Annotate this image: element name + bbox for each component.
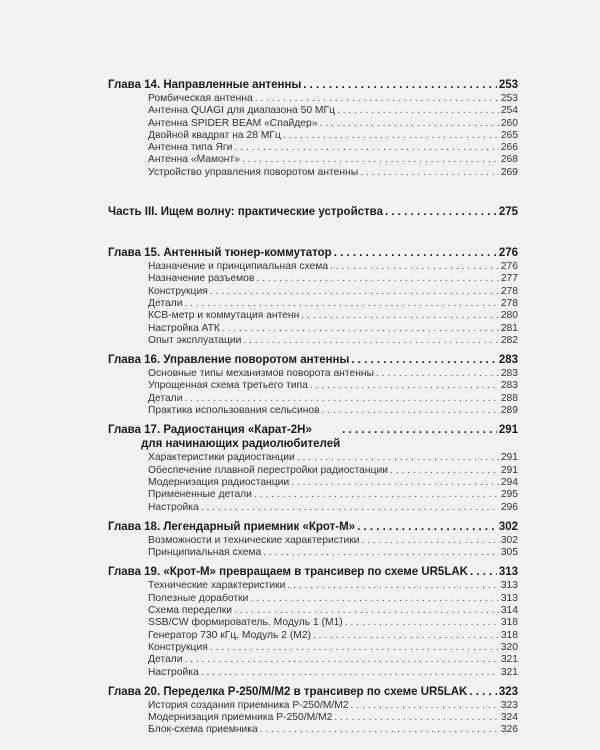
toc-entry[interactable] bbox=[108, 273, 518, 285]
dot-leader bbox=[250, 593, 498, 605]
toc-title: Конструкция bbox=[148, 641, 208, 653]
toc-chapter[interactable] bbox=[108, 519, 518, 535]
dot-leader bbox=[255, 93, 499, 105]
toc-entry[interactable] bbox=[108, 130, 518, 142]
toc-part[interactable] bbox=[108, 204, 518, 220]
toc-entry[interactable] bbox=[108, 535, 518, 547]
toc-title: Настройка АТК bbox=[148, 322, 220, 334]
dot-leader bbox=[357, 519, 497, 535]
toc-title: Антенна SPIDER BEAM «Спайдер» bbox=[148, 117, 318, 129]
toc-page-number: 276 bbox=[498, 247, 518, 260]
toc-title-line1: Глава 17. Радиостанция «Карат-2Н» bbox=[108, 424, 312, 437]
dot-leader bbox=[469, 684, 496, 700]
dot-leader bbox=[342, 422, 497, 438]
toc-title: Технические характеристики bbox=[148, 580, 286, 592]
toc-entry[interactable] bbox=[108, 380, 518, 392]
toc-entry[interactable] bbox=[108, 502, 518, 514]
toc-entry[interactable] bbox=[108, 452, 518, 464]
toc-entry[interactable] bbox=[108, 118, 518, 130]
toc-title: Антенна QUAGI для диапазона 50 МГц bbox=[148, 105, 335, 117]
dot-leader bbox=[360, 167, 499, 179]
dot-leader bbox=[260, 724, 499, 736]
toc-title: Часть III. Ищем волну: практические устройства bbox=[108, 206, 383, 219]
toc-page-number: 302 bbox=[500, 534, 518, 546]
toc-entry[interactable] bbox=[108, 167, 518, 179]
dot-leader bbox=[390, 465, 499, 477]
toc-title: Примененные детали bbox=[148, 489, 252, 501]
toc-page-number: 265 bbox=[500, 129, 518, 141]
toc-title bbox=[108, 423, 340, 451]
toc-page-number: 288 bbox=[500, 392, 518, 404]
toc-entry[interactable] bbox=[108, 335, 518, 347]
dot-leader bbox=[303, 77, 497, 93]
dot-leader bbox=[320, 118, 499, 130]
dot-leader bbox=[210, 286, 499, 298]
toc-page-number: 314 bbox=[500, 605, 518, 617]
dot-leader bbox=[313, 630, 499, 642]
dot-leader bbox=[201, 502, 499, 514]
toc-title: Глава 16. Управление поворотом антенны bbox=[108, 354, 350, 367]
toc-title: Ромбическая антенна bbox=[148, 93, 253, 104]
toc-title: Назначение и принципиальная схема bbox=[148, 261, 329, 273]
toc-page-number: 280 bbox=[500, 310, 518, 322]
dot-leader bbox=[376, 368, 499, 380]
toc-entry[interactable] bbox=[108, 667, 518, 679]
toc-entry[interactable] bbox=[108, 393, 518, 405]
toc-page-number: 281 bbox=[500, 322, 518, 334]
toc-title-line2: для начинающих радиолюбителей bbox=[141, 438, 341, 451]
toc-page-number: 283 bbox=[498, 354, 518, 367]
toc-title: Характеристики радиостанции bbox=[148, 452, 295, 464]
dot-leader bbox=[234, 142, 498, 154]
dot-leader bbox=[470, 564, 497, 580]
toc-page-number: 313 bbox=[500, 592, 518, 604]
dot-leader bbox=[330, 261, 499, 273]
toc-entry[interactable] bbox=[108, 261, 518, 273]
toc-page-number: 321 bbox=[500, 666, 518, 678]
dot-leader bbox=[184, 393, 498, 405]
toc-title: Модернизация приемника Р-250/М/М2 bbox=[148, 712, 333, 724]
toc-entry[interactable] bbox=[108, 593, 518, 605]
toc-title: Упрощенная схема третьего типа bbox=[148, 380, 308, 392]
toc-chapter[interactable] bbox=[108, 684, 518, 700]
toc-page-number: 269 bbox=[500, 166, 518, 178]
toc-entry[interactable] bbox=[108, 368, 518, 380]
dot-leader bbox=[201, 667, 499, 679]
toc-page-number: 283 bbox=[500, 368, 518, 380]
toc-title: SSB/CW формирователь. Модуль 1 (M1) bbox=[148, 617, 343, 629]
toc-entry[interactable] bbox=[108, 105, 518, 117]
toc-entry[interactable] bbox=[108, 654, 518, 666]
toc-page-number: 278 bbox=[500, 285, 518, 297]
toc-title: Глава 20. Переделка Р-250/М/М2 в трансивер по схеме UR5LAK bbox=[108, 685, 468, 698]
toc-entry[interactable] bbox=[108, 154, 518, 166]
toc-entry[interactable] bbox=[108, 700, 518, 712]
dot-leader bbox=[184, 298, 498, 310]
dot-leader bbox=[291, 477, 499, 489]
toc-entry[interactable] bbox=[108, 93, 518, 105]
toc-page-number: 296 bbox=[500, 501, 518, 513]
toc-title: Двойной квадрат на 28 МГц bbox=[148, 129, 281, 141]
toc-entry[interactable] bbox=[108, 286, 518, 298]
toc-title: Обеспечение плавной перестройки радиостанции bbox=[148, 464, 388, 476]
dot-leader bbox=[243, 335, 498, 347]
toc-entry[interactable] bbox=[108, 617, 518, 629]
dot-leader bbox=[210, 642, 499, 654]
toc-chapter[interactable] bbox=[108, 77, 518, 93]
dot-leader bbox=[334, 712, 498, 724]
toc-entry[interactable] bbox=[108, 642, 518, 654]
dot-leader bbox=[234, 605, 499, 617]
dot-leader bbox=[222, 323, 499, 335]
toc-entry[interactable] bbox=[108, 298, 518, 310]
toc-entry[interactable] bbox=[108, 580, 518, 592]
toc-page-number: 275 bbox=[498, 206, 518, 219]
toc-page-number: 318 bbox=[500, 617, 518, 629]
toc-chapter[interactable] bbox=[108, 422, 518, 452]
toc-page-number: 295 bbox=[500, 489, 518, 501]
toc-page-number: 253 bbox=[498, 79, 518, 91]
toc-page-number: 289 bbox=[500, 405, 518, 417]
toc-page-number: 277 bbox=[500, 273, 518, 285]
toc-page-number: 291 bbox=[500, 452, 518, 464]
toc-page-number: 326 bbox=[500, 724, 518, 736]
toc-title: Антенна «Мамонт» bbox=[148, 154, 240, 166]
toc-title: История создания приемника Р-250/М/М2 bbox=[148, 699, 349, 711]
toc-page-number: 266 bbox=[500, 142, 518, 154]
toc-entry[interactable] bbox=[108, 323, 518, 335]
toc-title: Схема переделки bbox=[148, 605, 233, 617]
toc-title: Глава 19. «Крот-М» превращаем в трансивер по схеме UR5LAK bbox=[108, 566, 468, 579]
toc-page-number: 294 bbox=[500, 476, 518, 488]
toc-page-number: 323 bbox=[498, 685, 518, 698]
toc-title: Опыт эксплуатации bbox=[148, 334, 242, 346]
toc-page-number: 318 bbox=[500, 629, 518, 641]
toc-entry[interactable] bbox=[108, 142, 518, 154]
toc-title: Основные типы механизмов поворота антенны bbox=[148, 368, 374, 380]
toc-title: Возможности и технические характеристики bbox=[148, 534, 360, 546]
toc-title: Настройка bbox=[148, 666, 199, 678]
toc-title: Глава 14. Направленные антенны bbox=[108, 79, 302, 91]
dot-leader bbox=[345, 617, 499, 629]
toc-page-number: 268 bbox=[500, 154, 518, 166]
toc-title: КСВ-метр и коммутация антенн bbox=[148, 310, 300, 322]
toc-title: Модернизация радиостанции bbox=[148, 476, 290, 488]
toc-title: Практика использования сельсинов bbox=[148, 405, 320, 417]
toc-page-number: 302 bbox=[498, 520, 518, 533]
dot-leader bbox=[334, 245, 497, 261]
toc-page-number: 323 bbox=[500, 699, 518, 711]
section-gap bbox=[108, 179, 518, 204]
dot-leader bbox=[362, 535, 499, 547]
toc-page-number: 313 bbox=[498, 566, 518, 579]
toc-page-number: 291 bbox=[500, 464, 518, 476]
toc-page-number: 324 bbox=[500, 712, 518, 724]
toc-title: Блок-схема приемника bbox=[148, 724, 258, 736]
toc-page-number: 320 bbox=[500, 641, 518, 653]
dot-leader bbox=[310, 380, 499, 392]
toc-title: Антенна типа Яги bbox=[148, 142, 233, 154]
toc-title: Принципиальная схема bbox=[148, 547, 262, 559]
toc-title: Детали bbox=[148, 654, 183, 666]
dot-leader bbox=[263, 547, 499, 559]
dot-leader bbox=[322, 405, 499, 417]
toc-chapter[interactable] bbox=[108, 564, 518, 580]
toc-title: Генератор 730 кГц. Модуль 2 (M2) bbox=[148, 629, 312, 641]
dot-leader bbox=[385, 204, 497, 220]
toc-chapter[interactable] bbox=[108, 245, 518, 261]
toc-title: Детали bbox=[148, 392, 183, 404]
toc-page-number: 321 bbox=[500, 654, 518, 666]
toc-page-number: 305 bbox=[500, 547, 518, 559]
toc-page-number: 291 bbox=[498, 424, 518, 437]
toc-chapter[interactable] bbox=[108, 352, 518, 368]
dot-leader bbox=[301, 310, 499, 322]
toc-page-number: 313 bbox=[500, 580, 518, 592]
table-of-contents bbox=[108, 77, 518, 737]
dot-leader bbox=[351, 352, 497, 368]
toc-page-number: 253 bbox=[500, 93, 518, 104]
toc-title: Глава 15. Антенный тюнер-коммутатор bbox=[108, 247, 332, 260]
dot-leader bbox=[350, 700, 498, 712]
toc-page-number: 260 bbox=[500, 117, 518, 129]
toc-entry[interactable] bbox=[108, 605, 518, 617]
dot-leader bbox=[184, 654, 498, 666]
dot-leader bbox=[256, 273, 498, 285]
toc-page-number: 254 bbox=[500, 105, 518, 117]
toc-title: Конструкция bbox=[148, 285, 208, 297]
toc-entry[interactable] bbox=[108, 712, 518, 724]
toc-title: Назначение разъемов bbox=[148, 273, 255, 285]
section-gap bbox=[108, 220, 518, 245]
dot-leader bbox=[297, 452, 499, 464]
dot-leader bbox=[337, 105, 499, 117]
toc-entry[interactable] bbox=[108, 405, 518, 417]
dot-leader bbox=[254, 489, 499, 501]
toc-page-number: 283 bbox=[500, 380, 518, 392]
toc-entry[interactable] bbox=[108, 724, 518, 736]
toc-entry[interactable] bbox=[108, 630, 518, 642]
toc-page-number: 278 bbox=[500, 297, 518, 309]
toc-title: Глава 18. Легендарный приемник «Крот-М» bbox=[108, 520, 356, 533]
toc-page-number: 282 bbox=[500, 334, 518, 346]
toc-entry[interactable] bbox=[108, 489, 518, 501]
toc-entry[interactable] bbox=[108, 477, 518, 489]
toc-title: Устройство управления поворотом антенны bbox=[148, 166, 359, 178]
dot-leader bbox=[283, 130, 499, 142]
toc-page-number: 276 bbox=[500, 261, 518, 273]
toc-entry[interactable] bbox=[108, 465, 518, 477]
toc-entry[interactable] bbox=[108, 547, 518, 559]
toc-title: Настройка bbox=[148, 501, 199, 513]
toc-title: Детали bbox=[148, 297, 183, 309]
toc-entry[interactable] bbox=[108, 310, 518, 322]
dot-leader bbox=[242, 154, 499, 166]
dot-leader bbox=[287, 580, 498, 592]
toc-title: Полезные доработки bbox=[148, 592, 249, 604]
